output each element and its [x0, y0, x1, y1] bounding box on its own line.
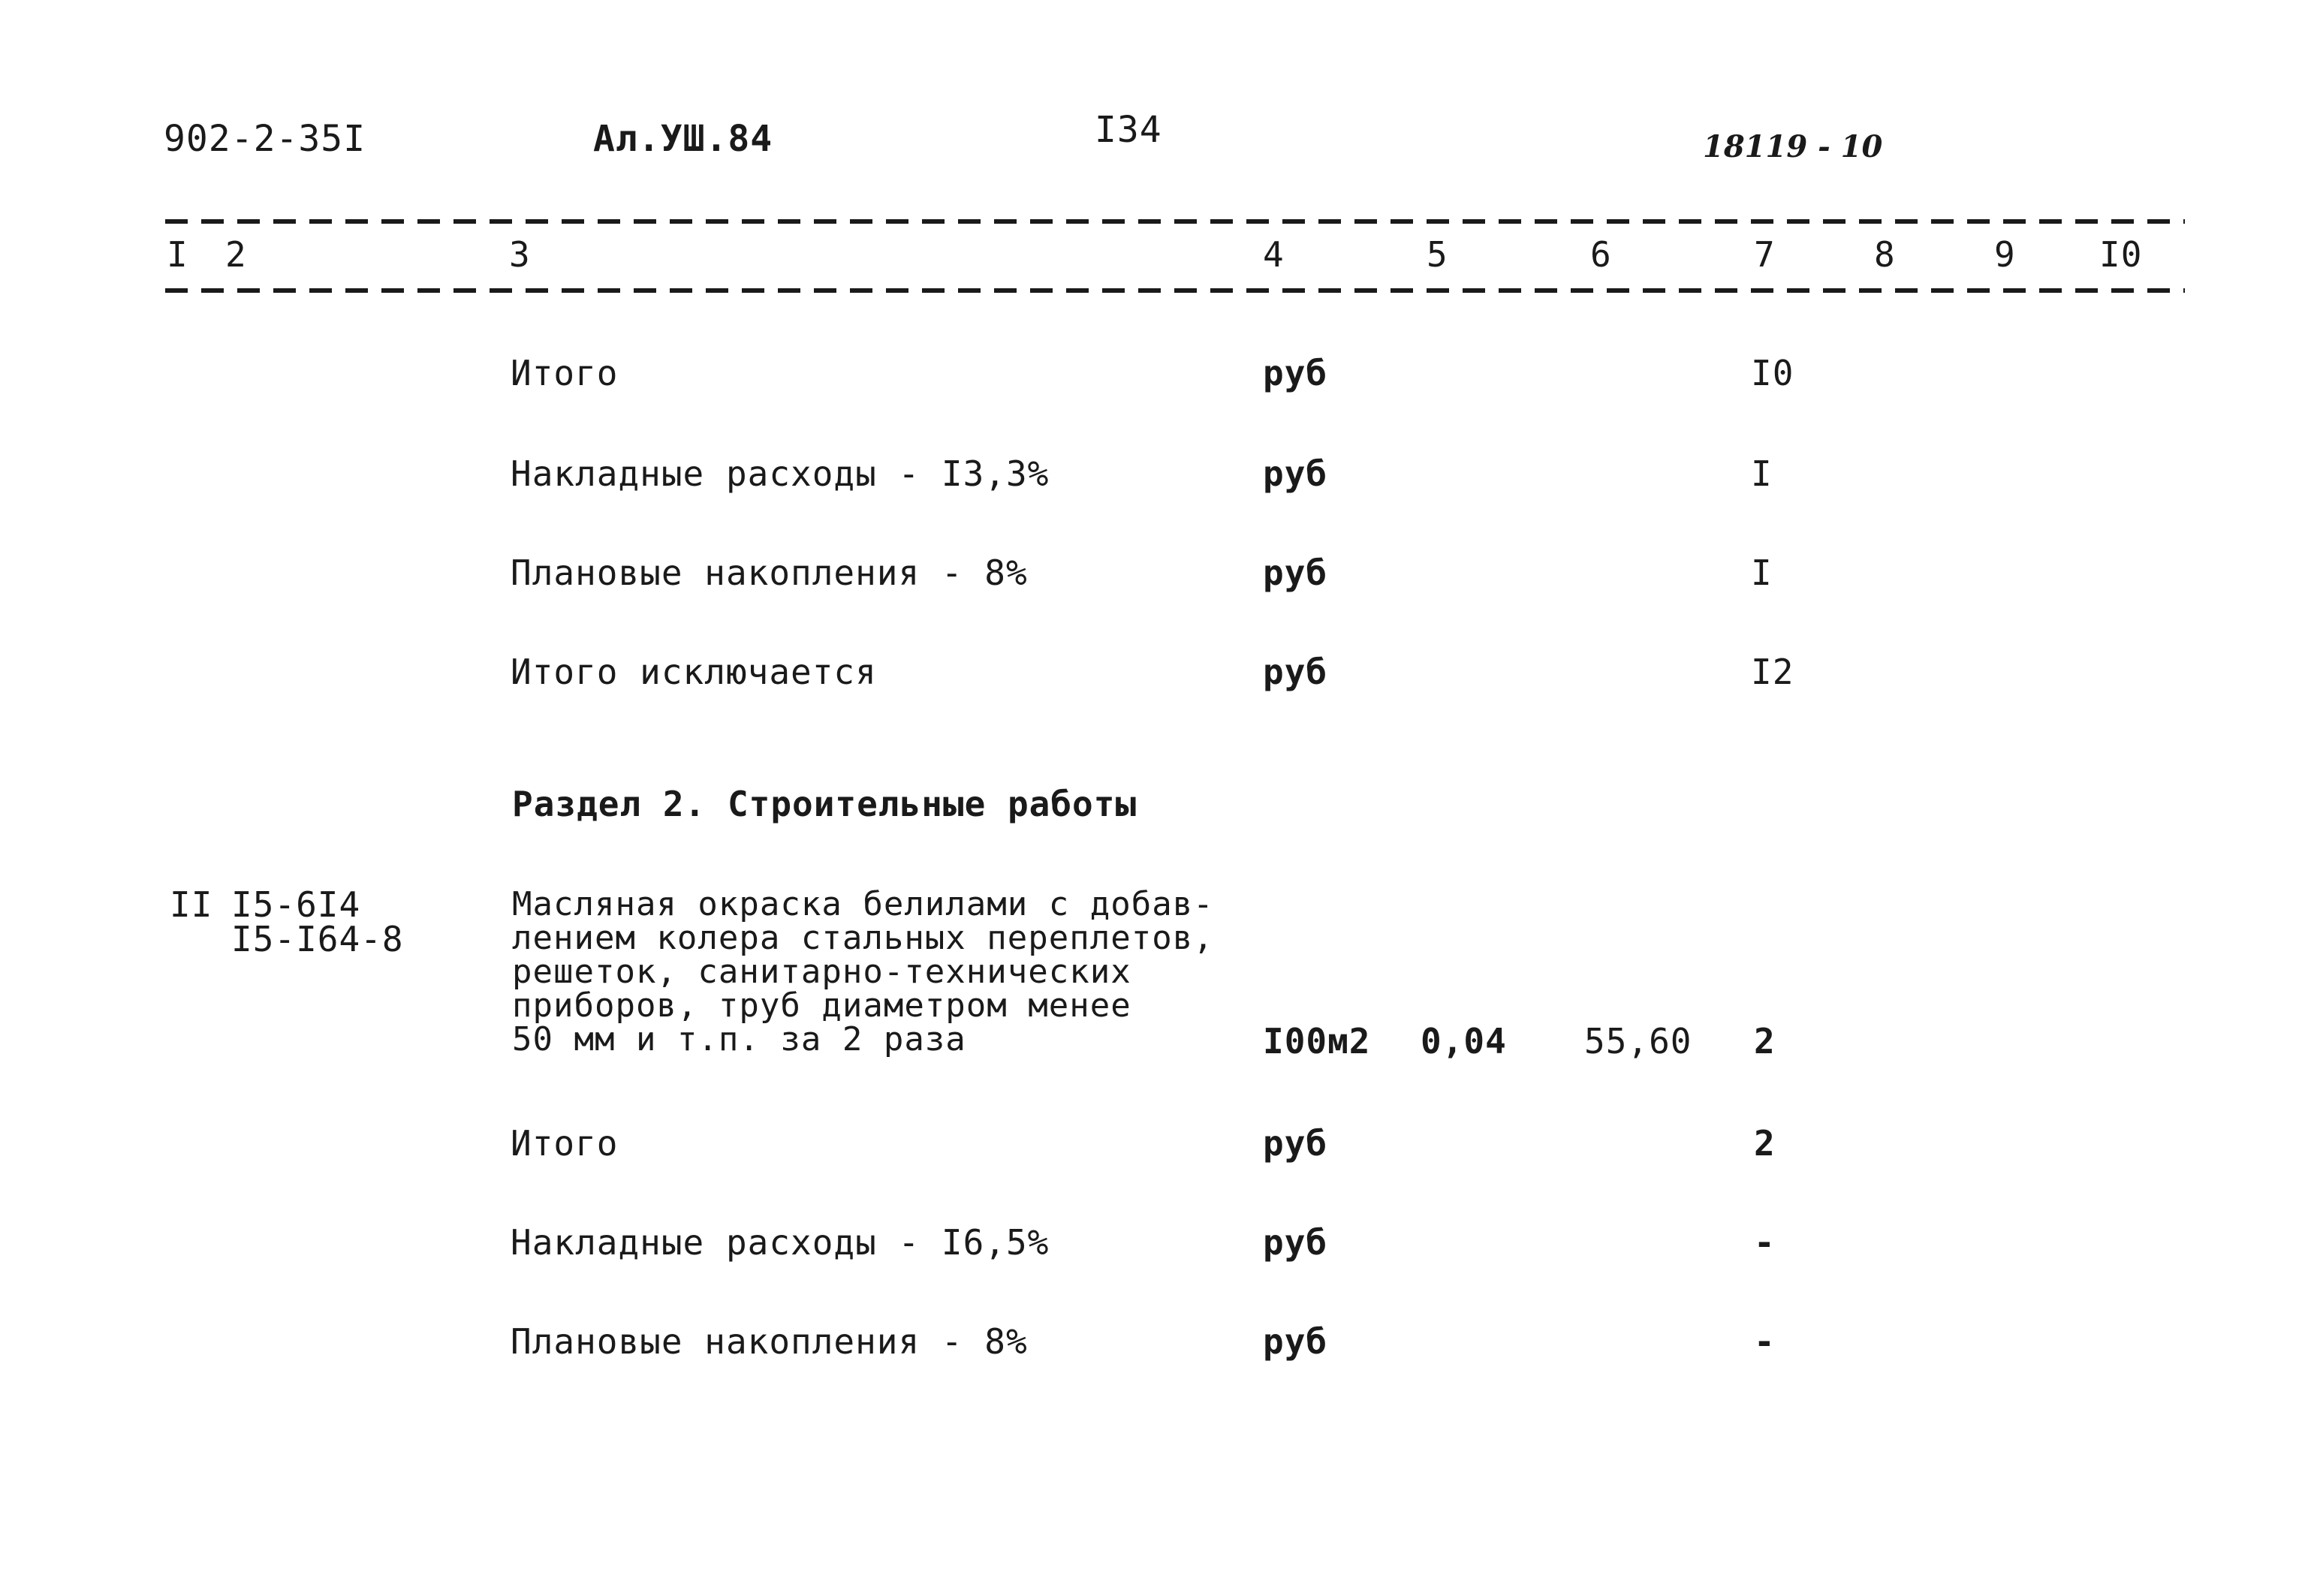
item-quantity: 0,04 [1421, 1021, 1507, 1061]
column-header-4: 4 [1263, 234, 1285, 275]
column-header-5: 5 [1427, 234, 1448, 275]
row-label: Плановые накопления - 8% [511, 553, 1028, 593]
item-description-line: приборов, труб диаметром менее [512, 986, 1131, 1025]
column-header-8: 8 [1874, 234, 1896, 275]
column-header-1: I [167, 234, 188, 275]
row-unit: руб [1263, 1123, 1328, 1164]
album-code: Ал.УШ.84 [593, 118, 773, 160]
column-header-6: 6 [1590, 234, 1612, 275]
item-description-line: Масляная окраска белилами с добав- [512, 885, 1214, 923]
item-total: 2 [1754, 1021, 1776, 1061]
item-unit: I00м2 [1263, 1021, 1371, 1061]
row-unit: руб [1263, 1222, 1328, 1263]
column-header-9: 9 [1994, 234, 2016, 275]
row-label: Итого исключается [511, 652, 877, 692]
item-description-line: решеток, санитарно-технических [512, 953, 1131, 991]
item-description-line: 50 мм и т.п. за 2 раза [512, 1020, 966, 1058]
row-amount: 2 [1754, 1123, 1776, 1164]
column-header-2: 2 [225, 234, 247, 275]
row-amount: I2 [1751, 652, 1794, 692]
item-number: II [170, 884, 213, 925]
row-unit: руб [1263, 453, 1328, 494]
row-unit: руб [1263, 1321, 1328, 1362]
section-title: Раздел 2. Строительные работы [512, 784, 1137, 824]
row-unit: руб [1263, 652, 1328, 692]
column-header-10: I0 [2099, 234, 2143, 275]
row-label: Накладные расходы - I6,5% [511, 1222, 1050, 1263]
page-number: I34 [1095, 109, 1162, 151]
row-amount: I0 [1751, 353, 1794, 393]
row-amount: - [1754, 1321, 1776, 1362]
item-code: I5-6I4 [231, 884, 361, 925]
item-description-line: лением колера стальных переплетов, [512, 919, 1214, 957]
handwritten-reference: 18119 - 10 [1703, 129, 1883, 164]
item-price: 55,60 [1584, 1021, 1692, 1061]
item-code: I5-I64-8 [231, 919, 404, 959]
column-header-3: 3 [509, 234, 531, 275]
row-label: Итого [511, 1123, 619, 1164]
row-label: Накладные расходы - I3,3% [511, 453, 1050, 494]
row-amount: I [1751, 553, 1773, 593]
header-rule-top [165, 219, 2185, 224]
row-amount: I [1751, 453, 1773, 494]
header-rule-bottom [165, 288, 2185, 293]
row-unit: руб [1263, 553, 1328, 593]
row-unit: руб [1263, 353, 1328, 393]
column-header-7: 7 [1754, 234, 1776, 275]
row-label: Плановые накопления - 8% [511, 1321, 1028, 1362]
row-label: Итого [511, 353, 619, 393]
row-amount: - [1754, 1222, 1776, 1263]
project-code: 902-2-35I [164, 118, 366, 160]
